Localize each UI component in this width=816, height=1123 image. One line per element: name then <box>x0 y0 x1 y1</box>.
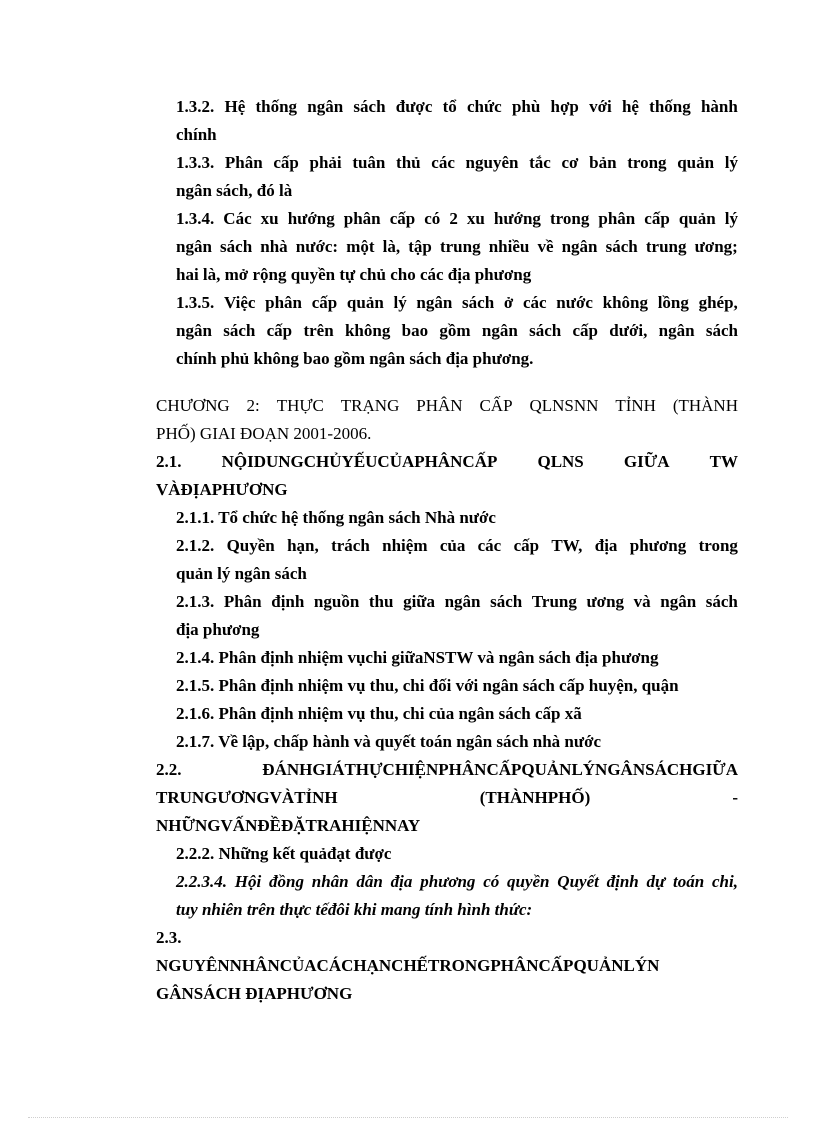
word: các <box>477 536 502 555</box>
word: trách <box>331 536 370 555</box>
section-2-1-2-line-1 <box>176 535 738 557</box>
section-1-3-4-line-3: hai là, mở rộng quyền tự chủ cho các địa phương <box>176 265 532 284</box>
word: trong <box>627 153 667 172</box>
word: phải <box>309 153 342 172</box>
word: với <box>589 97 612 116</box>
section-2-1-7: 2.1.7. Về lập, chấp hành và quyết toán ngân sách nhà nước <box>176 732 602 751</box>
word: ngân <box>561 237 598 256</box>
word: sách <box>705 321 738 340</box>
word: 2.1. <box>156 452 182 471</box>
word: về <box>537 237 554 256</box>
word: ở <box>503 293 514 312</box>
word: ngân <box>660 592 697 611</box>
section-2-2-3-4-line-1 <box>176 871 738 893</box>
word: cơ <box>561 153 579 172</box>
word: nguồn <box>313 592 360 611</box>
section-1-3-2-line-1 <box>176 96 738 118</box>
section-1-3-2-line-2: chính <box>176 125 217 144</box>
word: hành <box>700 97 738 116</box>
section-2-3-number: 2.3. <box>156 928 182 947</box>
word: nước <box>556 293 593 312</box>
word: cấp <box>513 536 540 555</box>
word: cấp <box>572 321 598 340</box>
word: TỈNH <box>615 396 656 415</box>
word: trong <box>549 209 590 228</box>
word: hạn, <box>287 536 319 555</box>
word: NỘIDUNGCHỦYẾUCỦAPHÂNCẤP <box>221 452 498 471</box>
word: chi, <box>711 872 738 891</box>
word: 1.3.5. <box>176 293 215 312</box>
word: xu <box>466 209 485 228</box>
word: 1.3.3. <box>176 153 215 172</box>
word: tắc <box>529 153 551 172</box>
word: sách <box>462 293 495 312</box>
word: cấp <box>644 209 670 228</box>
word: hợp <box>550 97 579 116</box>
word: hướng <box>287 209 335 228</box>
word: trong <box>698 536 738 555</box>
word: cấp <box>311 293 338 312</box>
word: ngân <box>416 293 453 312</box>
word: tổ <box>442 97 457 116</box>
word: 2.1.2. <box>176 536 215 555</box>
word: ương; <box>694 237 738 256</box>
word: TRẠNG <box>340 396 400 415</box>
word: sách <box>705 592 738 611</box>
word: ngân <box>481 321 518 340</box>
word: hệ <box>621 97 639 116</box>
word: 1.3.2. <box>176 97 215 116</box>
section-2-2-3-4-line-2: tuy nhiên trên thực tếđôi khi mang tính hình thức: <box>176 900 533 919</box>
word: phân <box>265 293 302 312</box>
word: có <box>483 872 500 891</box>
word: định <box>606 872 639 891</box>
section-1-3-3-line-1 <box>176 152 738 174</box>
word: THỰC <box>276 396 324 415</box>
section-2-1-5: 2.1.5. Phân định nhiệm vụ thu, chi đối với ngân sách cấp huyện, quận <box>176 676 679 695</box>
section-1-3-4-line-2 <box>176 236 738 258</box>
word: 2.2. <box>156 760 182 779</box>
word: phù <box>511 97 541 116</box>
section-1-3-3-line-2: ngân sách, đó là <box>176 181 293 200</box>
word: phương <box>629 536 687 555</box>
word: (THÀNHPHỐ) <box>479 788 591 807</box>
word: sách <box>490 592 523 611</box>
section-2-1-6: 2.1.6. Phân định nhiệm vụ thu, chi của ngân sách cấp xã <box>176 704 582 723</box>
section-2-1-3-line-2: địa phương <box>176 620 260 639</box>
word: phân <box>598 209 636 228</box>
chapter-2-heading-line-2: PHỐ) GIAI ĐOẠN 2001-2006. <box>156 424 372 443</box>
word: có <box>424 209 441 228</box>
section-2-3-heading-line-1: NGUYÊNNHÂNCỦACÁCHẠNCHẾTRONGPHÂNCẤPQUẢNLÝN <box>156 956 660 975</box>
word: 2.1.3. <box>176 592 215 611</box>
word: lý <box>393 293 407 312</box>
word: ĐÁNHGIÁTHỰCHIỆNPHÂNCẤPQUẢNLÝNGÂNSÁCHGIỮA <box>262 760 738 779</box>
word: sách <box>605 237 638 256</box>
word: CẤP <box>479 396 513 415</box>
word: (THÀNH <box>672 396 738 415</box>
word: ngân <box>444 592 481 611</box>
word: không <box>602 293 648 312</box>
word: thu <box>368 592 394 611</box>
word: dự <box>646 872 666 891</box>
word: Hội <box>234 872 262 891</box>
word: 1.3.4. <box>176 209 215 228</box>
page-footer-divider <box>28 1117 788 1118</box>
section-2-2-heading-line-2 <box>156 787 738 809</box>
word: nguyên <box>465 153 519 172</box>
word: nhà <box>260 237 288 256</box>
word: lý <box>724 153 738 172</box>
word: quản <box>678 209 716 228</box>
section-2-3-heading-line-2: GÂNSÁCH ĐỊAPHƯƠNG <box>156 984 353 1003</box>
word: địa <box>390 872 413 891</box>
word: hướng <box>493 209 541 228</box>
section-2-2-heading-line-3: NHỮNGVẤNĐỀĐẶTRAHIỆNNAY <box>156 816 421 835</box>
word: - <box>732 788 738 807</box>
word: không <box>344 321 391 340</box>
word: nước: <box>295 237 339 256</box>
word: quản <box>677 153 715 172</box>
word: ngân <box>658 321 695 340</box>
word: phương <box>420 872 476 891</box>
word: phân <box>343 209 381 228</box>
word: nhiệm <box>382 536 428 555</box>
word: CHƯƠNG <box>156 396 230 415</box>
word: 2.2.3.4. <box>176 872 227 891</box>
word: Phân <box>223 592 262 611</box>
word: đồng <box>269 872 304 891</box>
word: lồng <box>657 293 689 312</box>
word: cấp <box>266 321 293 340</box>
word: sách <box>353 97 386 116</box>
word: sách <box>529 321 562 340</box>
word: quản <box>346 293 384 312</box>
word: Hệ <box>224 97 246 116</box>
word: là, <box>382 237 401 256</box>
word: TRUNGƯƠNGVÀTỈNH <box>156 788 338 807</box>
section-2-2-heading-line-1 <box>156 759 738 781</box>
word: ngân <box>176 237 212 256</box>
word: ngân <box>176 321 212 340</box>
word: ngân <box>307 97 344 116</box>
word: trung <box>439 237 481 256</box>
word: tập <box>408 237 432 256</box>
word: tuân <box>352 153 386 172</box>
chapter-2-heading-line-1 <box>156 395 738 417</box>
section-1-3-5-line-1 <box>176 292 738 314</box>
word: cấp <box>389 209 416 228</box>
word: thống <box>649 97 691 116</box>
word: và <box>633 592 651 611</box>
word: sách <box>220 237 253 256</box>
word: ghép, <box>698 293 738 312</box>
word: 2: <box>246 396 260 415</box>
word: ương <box>586 592 625 611</box>
word: dân <box>356 872 383 891</box>
section-1-3-5-line-3: chính phủ không bao gồm ngân sách địa phương. <box>176 349 534 368</box>
section-2-1-3-line-1 <box>176 591 738 613</box>
word: trên <box>303 321 334 340</box>
word: Trung <box>531 592 577 611</box>
word: PHÂN <box>416 396 463 415</box>
word: gồm <box>439 321 471 340</box>
section-2-1-2-line-2: quản lý ngân sách <box>176 564 307 583</box>
section-2-2-2: 2.2.2. Những kết quảđạt được <box>176 844 392 863</box>
word: Phân <box>224 153 263 172</box>
word: thủ <box>396 153 421 172</box>
word: GIỮA <box>623 452 670 471</box>
section-1-3-5-line-2 <box>176 320 738 342</box>
word: định <box>271 592 305 611</box>
word: giữa <box>403 592 435 611</box>
section-2-1-heading-line-2: VÀĐỊAPHƯƠNG <box>156 480 288 499</box>
word: được <box>395 97 433 116</box>
section-2-1-1: 2.1.1. Tổ chức hệ thống ngân sách Nhà nước <box>176 508 496 527</box>
word: Các <box>223 209 252 228</box>
word: chức <box>466 97 502 116</box>
word: lý <box>724 209 738 228</box>
word: toán <box>673 872 705 891</box>
word: quyền <box>507 872 550 891</box>
word: QLNS <box>537 452 584 471</box>
word: các <box>431 153 455 172</box>
word: địa <box>594 536 618 555</box>
word: Quyền <box>226 536 275 555</box>
word: xu <box>260 209 279 228</box>
word: thống <box>255 97 298 116</box>
word: của <box>439 536 466 555</box>
word: một <box>346 237 375 256</box>
word: TW <box>709 452 738 471</box>
word: TW, <box>551 536 583 555</box>
section-2-1-heading-line-1 <box>156 451 738 473</box>
word: cấp <box>273 153 299 172</box>
word: các <box>523 293 547 312</box>
word: nhiều <box>488 237 530 256</box>
word: QLNSNN <box>529 396 599 415</box>
word: bao <box>401 321 429 340</box>
section-1-3-4-line-1 <box>176 208 738 230</box>
word: Việc <box>223 293 256 312</box>
word: sách <box>223 321 256 340</box>
word: dưới, <box>609 321 648 340</box>
word: nhân <box>311 872 349 891</box>
section-2-1-4: 2.1.4. Phân định nhiệm vụchi giữaNSTW và ngân sách địa phương <box>176 648 659 667</box>
word: trung <box>645 237 687 256</box>
word: bản <box>589 153 617 172</box>
word: Quyết <box>557 872 599 891</box>
word: 2 <box>449 209 458 228</box>
